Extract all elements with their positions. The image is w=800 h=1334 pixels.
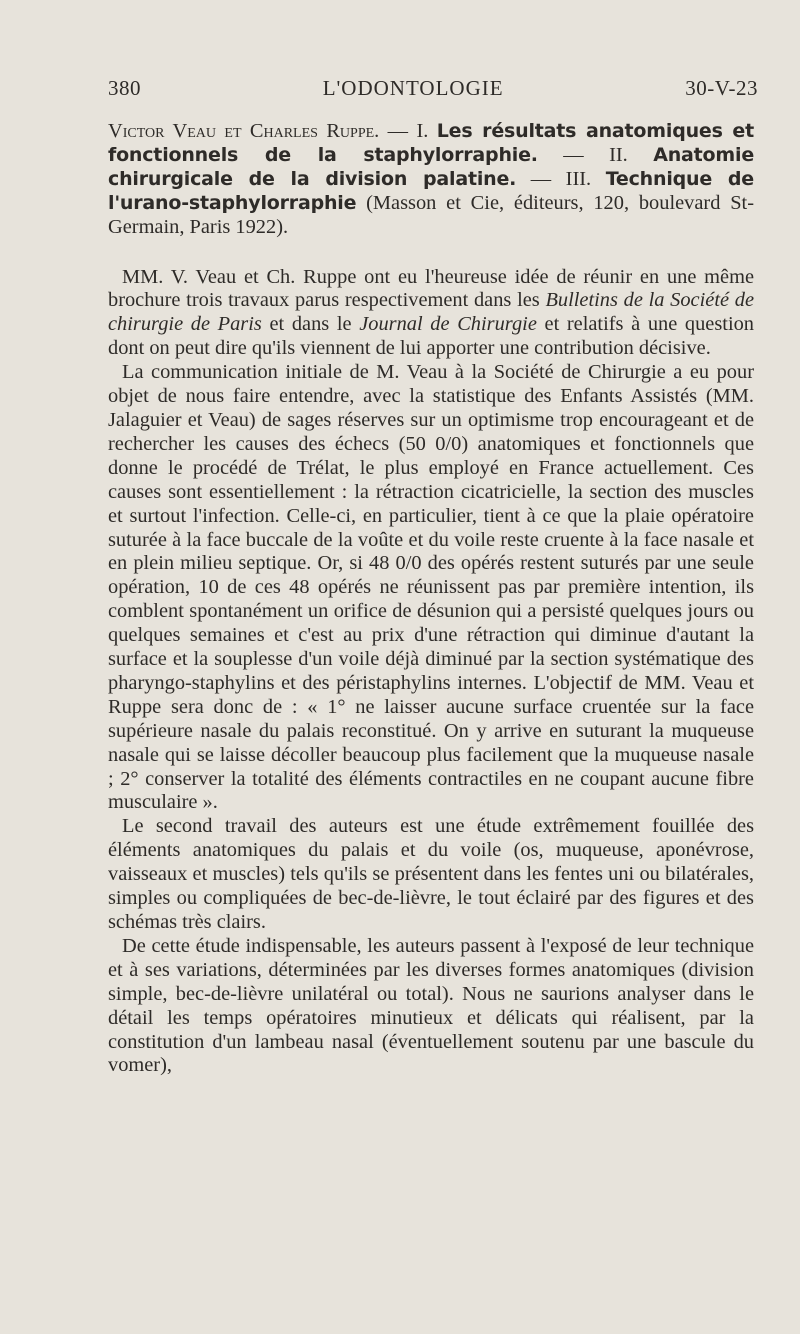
bibliographic-reference (108, 120, 754, 240)
issue-date: 30-V-23 (685, 76, 758, 100)
reference-part-number: III. (565, 167, 606, 190)
running-header (108, 76, 758, 101)
journal-name-chirurgie: Journal de Chirurgie (359, 313, 537, 336)
reference-title-2: Anatomie chirurgicale de la division palatine. (108, 143, 755, 190)
reference-publisher: (Masson et Cie, éditeurs, 120, boulevard St-Germain, Paris 1922). (108, 191, 754, 238)
paragraph-1-text-b: et dans le (261, 313, 360, 336)
reference-separator: — (516, 167, 566, 190)
reference-part-number: I. (416, 120, 437, 142)
journal-name-bulletins: Bulletins de la Société de chirurgie de Paris (108, 289, 754, 336)
reference-separator: — (379, 120, 417, 142)
paragraph-3: Le second travail des auteurs est une étude extrêmement fouillée des éléments anatomiques du palais et du voile (os, muqueuse, aponévrose, vaisseaux et muscles) tels qu'ils se présentent dans les fentes uni ou bilatérales, simples ou compliquées de bec-de-lièvre, le tout éclairé par des figures et des schémas très clairs. (108, 815, 754, 933)
reference-title-3: Technique de l'urano-staphylorraphie (108, 167, 754, 214)
journal-title: L'ODONTOLOGIE (322, 76, 504, 100)
paragraph-1-text-a: MM. V. Veau et Ch. Ruppe ont eu l'heureuse idée de réunir en une même brochure trois travaux parus respectivement dans les (108, 265, 754, 312)
paragraph-1-text-c: et relatifs à une question dont on peut dire qu'ils viennent de lui apporter une contribution décisive. (108, 313, 754, 360)
paragraph-4: De cette étude indispensable, les auteurs passent à l'exposé de leur technique et à ses variations, déterminées par les diverses formes anatomiques (division simple, bec-de-lièvre unilatéral ou total). Nous ne saurions analyser dans le détail les temps opératoires minutieux et délicats qui réalisent, par la constitution d'un lambeau nasal (éventuellement soutenu par une bascule du vomer), (108, 934, 754, 1077)
article-body (108, 120, 754, 1078)
paragraph-1 (108, 266, 754, 362)
reference-title-1: Les résultats anatomiques et fonctionnels de la staphylorraphie. (108, 120, 754, 166)
reference-authors: Victor Veau et Charles Ruppe. (108, 120, 380, 142)
reference-part-number: II. (609, 143, 654, 166)
page-number: 380 (108, 76, 141, 100)
paragraph-2: La communication initiale de M. Veau à la Société de Chirurgie a eu pour objet de nous faire entendre, avec la statistique des Enfants Assistés (MM. Jalaguier et Veau) de sages réserves sur un optimisme trop encourageant et de rechercher les causes des échecs (50 0/0) anatomiques et fonctionnels que donne le procédé de Trélat, le plus employé en France actuellement. Ces causes sont essentiellement : la rétraction cicatricielle, la section des muscles et surtout l'infection. Celle-ci, en particulier, tient à ce que la plaie opératoire suturée à la face buccale de la voûte et du voile reste cruente à la face nasale et en plein milieu septique. Or, si 48 0/0 des opérés restent suturés par une seule opération, 10 de ces 48 opérés ne réunissent pas par première intention, ils comblent spontanément un orifice de désunion qui a persisté quelques jours ou quelques semaines et c'est au prix d'une rétraction qui diminue d'autant la surface et la souplesse d'un voile déjà diminué par la section systématique des pharyngo-staphylins et des péristaphylins internes. L'objectif de MM. Veau et Ruppe sera donc de : « 1° ne laisser aucune surface cruentée sur la face supérieure nasale du palais reconstitué. On y arrive en suturant la muqueuse nasale qui se laisse décoller beaucoup plus facilement que la muqueuse nasale ; 2° conserver la totalité des éléments contractiles en ne coupant aucune fibre musculaire ». (108, 361, 754, 814)
reference-separator: — (537, 143, 610, 166)
